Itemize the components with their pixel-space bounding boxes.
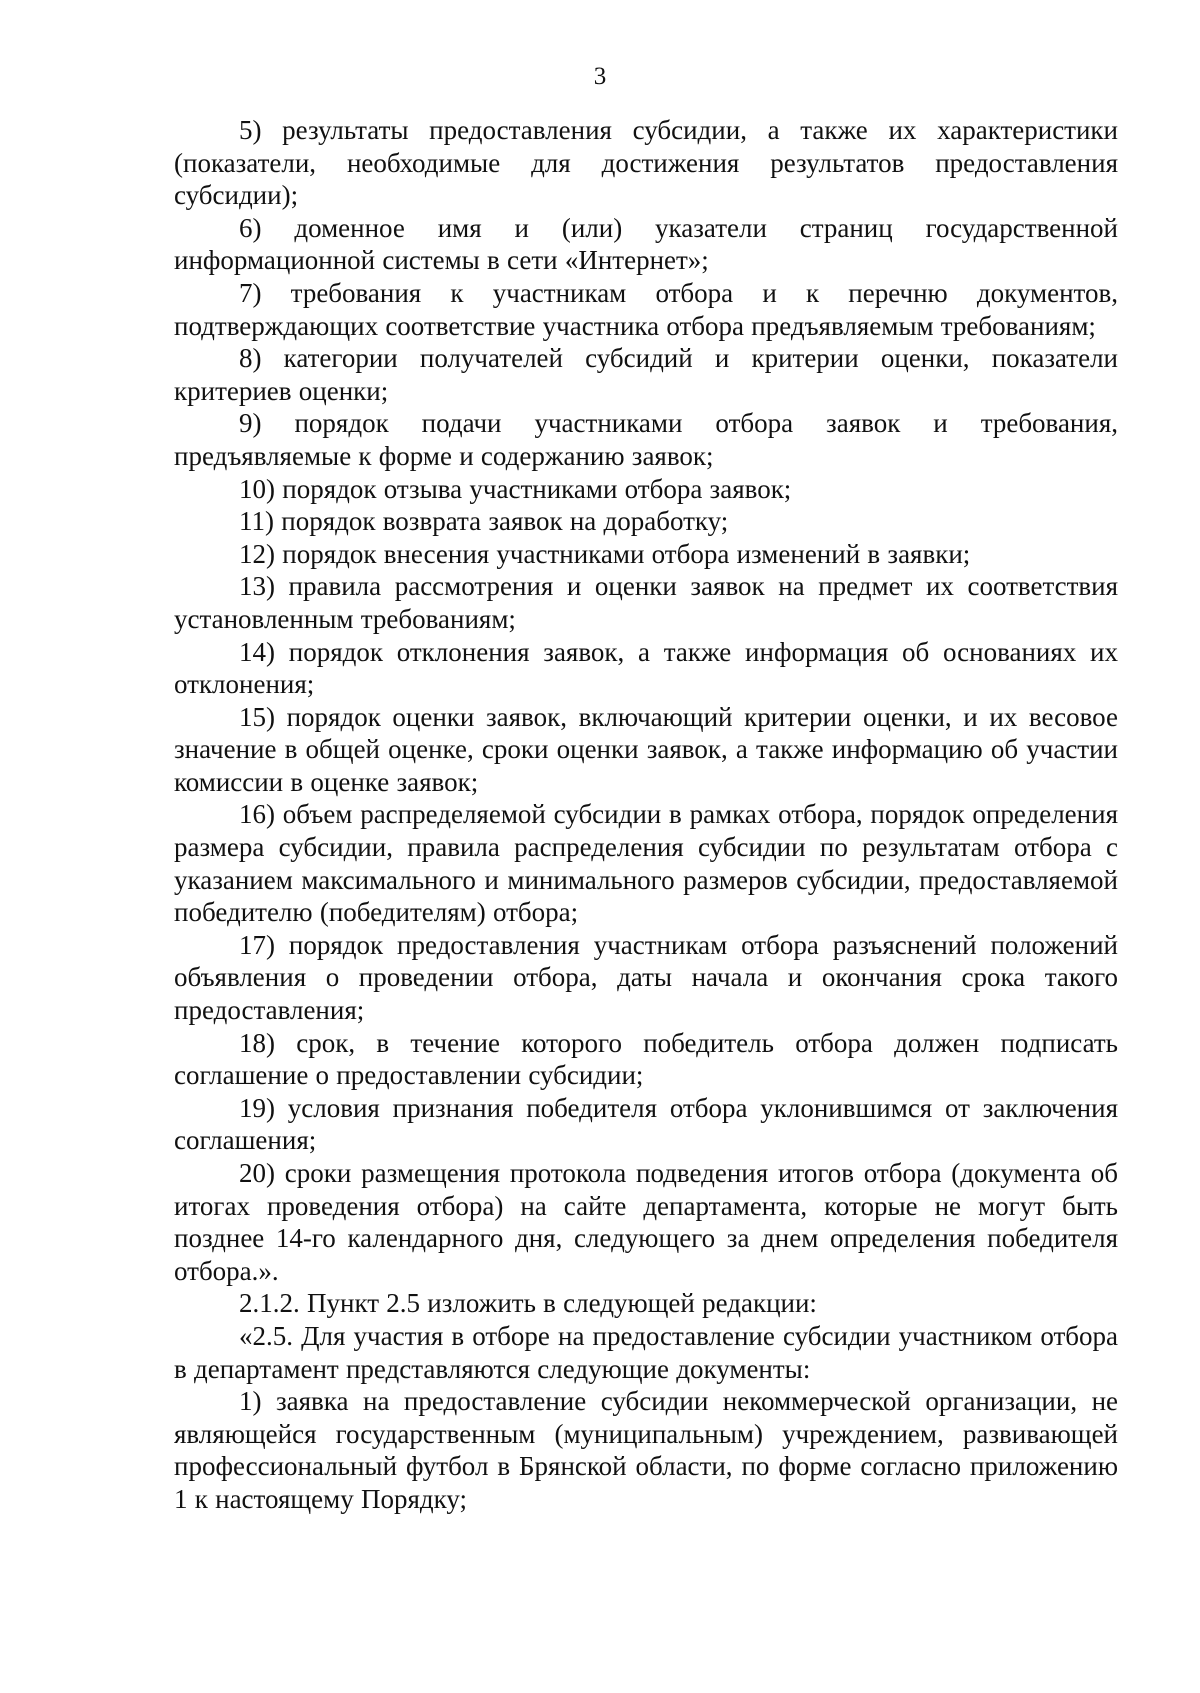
document-body xyxy=(174,114,1118,1516)
page-number: 3 xyxy=(593,63,607,90)
list-item-20: 20) сроки размещения протокола подведения итогов отбора (документа об итогах проведения отбора) на сайте департамента, которые не могут быть позднее 14-го календарного дня, следующего за днем определения победителя отбора.». xyxy=(174,1158,1118,1286)
list-item-5: 5) результаты предоставления субсидии, а также их характеристики (показатели, необходимые для достижения результатов предоставления субсидии); xyxy=(174,115,1118,211)
list-item-9: 9) порядок подачи участниками отбора заявок и требования, предъявляемые к форме и содержанию заявок; xyxy=(174,408,1118,471)
list-item-13: 13) правила рассмотрения и оценки заявок на предмет их соответствия установленным требованиям; xyxy=(174,571,1118,634)
list-item-18: 18) срок, в течение которого победитель отбора должен подписать соглашение о предоставлении субсидии; xyxy=(174,1027,1118,1091)
list-item-12: 12) порядок внесения участниками отбора изменений в заявки; xyxy=(239,538,971,569)
list-item-17: 17) порядок предоставления участникам отбора разъяснений положений объявления о проведении отбора, даты начала и окончания срока такого предоставления; xyxy=(174,929,1118,1026)
list-item-16: 16) объем распределяемой субсидии в рамках отбора, порядок определения размера субсидии, правила распределения субсидии по результатам отбора с указанием максимального и минимального размеров субсидии, предоставляемой победителю (победителям) отбора; xyxy=(174,799,1118,928)
document-list-item-1: 1) заявка на предоставление субсидии некоммерческой организации, не являющейся государственным (муниципальным) учреждением, развивающей профессиональный футбол в Брянской области, по форме согласно приложению 1 к настоящему Порядку; xyxy=(174,1386,1118,1514)
clause-2-1-2: 2.1.2. Пункт 2.5 изложить в следующей редакции: xyxy=(239,1288,817,1319)
list-item-7: 7) требования к участникам отбора и к перечню документов, подтверждающих соответствие участника отбора предъявляемым требованиям; xyxy=(174,277,1118,341)
list-item-14: 14) порядок отклонения заявок, а также информация об основаниях их отклонения; xyxy=(174,636,1118,700)
list-item-6: 6) доменное имя и (или) указатели страниц государственной информационной системы в сети «Интернет»; xyxy=(174,212,1118,276)
list-item-10: 10) порядок отзыва участниками отбора заявок; xyxy=(239,473,792,504)
list-item-11: 11) порядок возврата заявок на доработку; xyxy=(239,506,729,537)
list-item-8: 8) категории получателей субсидий и критерии оценки, показатели критериев оценки; xyxy=(174,343,1118,406)
list-item-19: 19) условия признания победителя отбора уклонившимся от заключения соглашения; xyxy=(174,1092,1118,1156)
list-item-15: 15) порядок оценки заявок, включающий критерии оценки, и их весовое значение в общей оценке, сроки оценки заявок, а также информацию об участии комиссии в оценке заявок; xyxy=(174,701,1118,797)
clause-2-5: «2.5. Для участия в отборе на предоставление субсидии участником отбора в департамент представляются следующие документы: xyxy=(174,1320,1118,1384)
